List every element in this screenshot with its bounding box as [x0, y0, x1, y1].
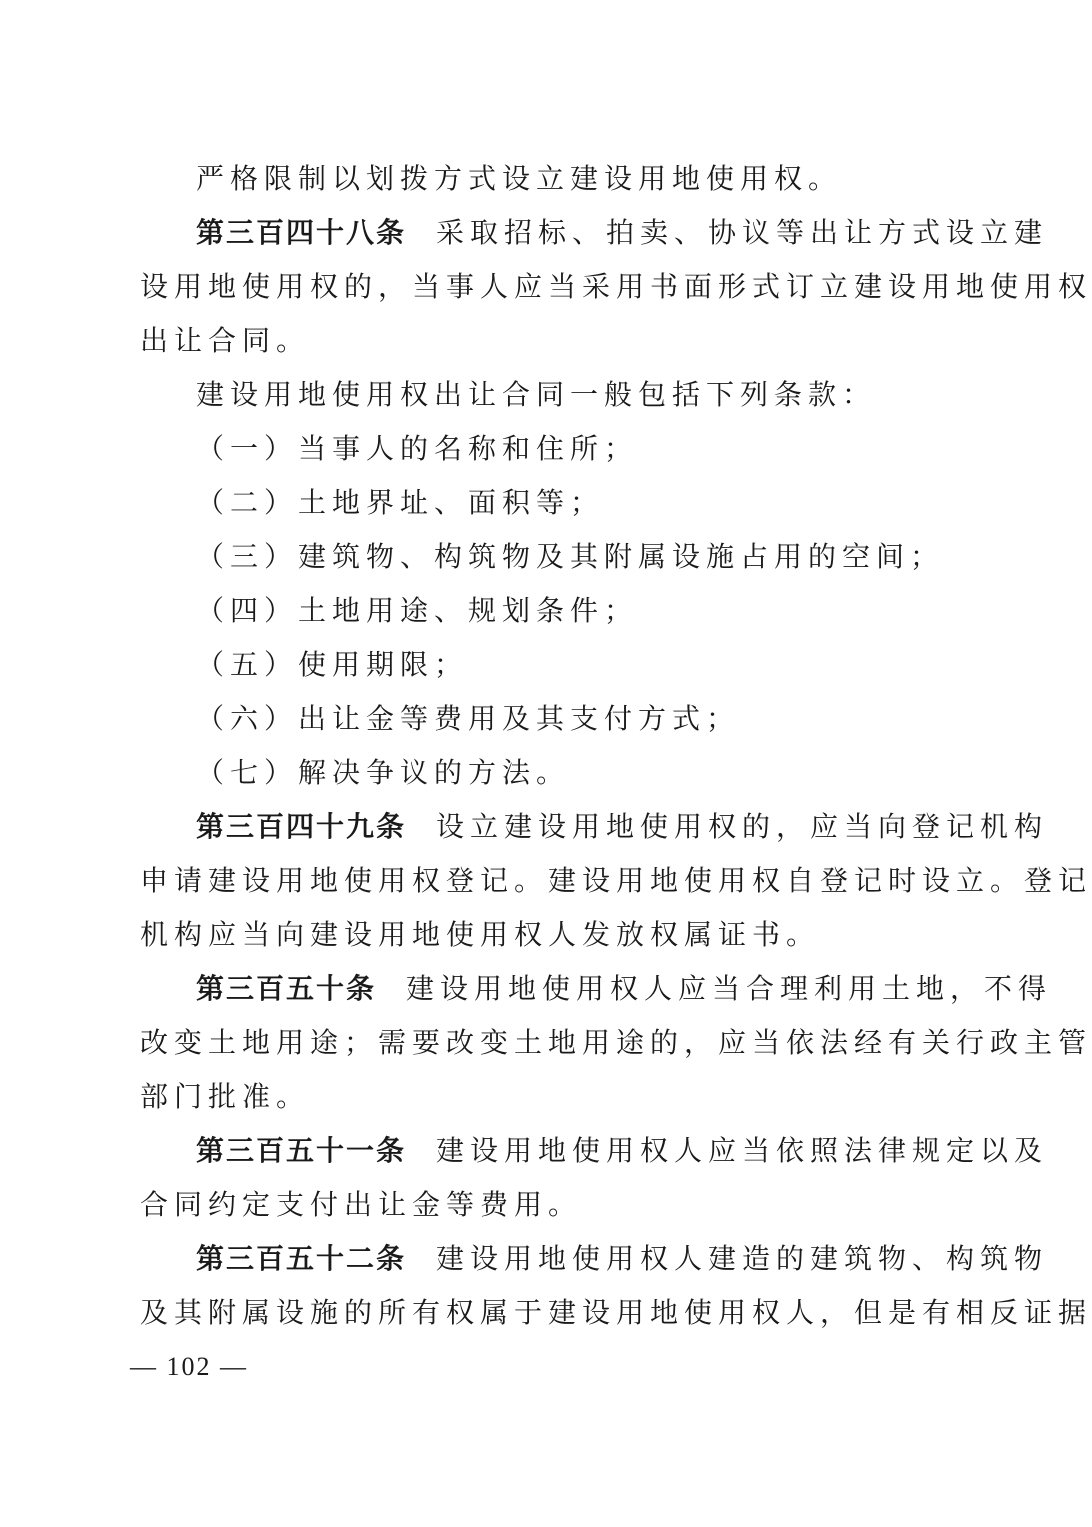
text-line: [140, 314, 940, 368]
text: 采取招标、拍卖、协议等出让方式设立建: [436, 216, 1049, 249]
text: （四）土地用途、规划条件；: [196, 594, 639, 627]
article-350-heading: 第三百五十条: [196, 972, 377, 1005]
article-348-heading: 第三百四十八条: [196, 216, 407, 249]
article-349-heading: 第三百四十九条: [196, 810, 407, 843]
article-352-first-line: [140, 1232, 1049, 1286]
text-line: [140, 1178, 940, 1232]
text-line: [140, 1286, 1092, 1340]
article-348-first-line: [140, 206, 1049, 260]
text: 严格限制以划拨方式设立建设用地使用权。: [196, 162, 843, 195]
text: 建设用地使用权人应当依照法律规定以及: [436, 1134, 1049, 1167]
text: 机构应当向建设用地使用权人发放权属证书。: [140, 918, 821, 951]
article-351-heading: 第三百五十一条: [196, 1134, 407, 1167]
page-number: — 102 —: [130, 1352, 248, 1381]
text: （二）土地界址、面积等；: [196, 486, 605, 519]
text: （五）使用期限；: [196, 648, 469, 681]
article-351-first-line: [140, 1124, 1049, 1178]
text-line: [140, 1016, 1092, 1070]
clause-item: [140, 530, 945, 584]
text-line: [140, 854, 1092, 908]
text: 及其附属设施的所有权属于建设用地使用权人，但是有相反证据: [140, 1296, 1092, 1329]
text-line: [140, 260, 1092, 314]
text: 改变土地用途；需要改变土地用途的，应当依法经有关行政主管: [140, 1026, 1092, 1059]
clause-item: [140, 692, 940, 746]
article-349-first-line: [140, 800, 1049, 854]
text: 设立建设用地使用权的，应当向登记机构: [436, 810, 1049, 843]
text: 建设用地使用权人应当合理利用土地，不得: [406, 972, 1053, 1005]
text: 申请建设用地使用权登记。建设用地使用权自登记时设立。登记: [140, 864, 1092, 897]
text-line: [140, 152, 940, 206]
clause-item: [140, 638, 940, 692]
text: 建设用地使用权人建造的建筑物、构筑物: [436, 1242, 1049, 1275]
text-line: [140, 1070, 940, 1124]
text: 设用地使用权的，当事人应当采用书面形式订立建设用地使用权: [140, 270, 1092, 303]
clause-item: [140, 476, 940, 530]
article-350-first-line: [140, 962, 1053, 1016]
text-line: [140, 908, 940, 962]
clause-intro: [140, 368, 940, 422]
clause-item: [140, 422, 940, 476]
text: （七）解决争议的方法。: [196, 756, 571, 789]
text: （三）建筑物、构筑物及其附属设施占用的空间；: [196, 540, 945, 573]
clause-item: [140, 584, 940, 638]
text: 出让合同。: [140, 324, 311, 357]
document-page: [140, 152, 1092, 1340]
text: 合同约定支付出让金等费用。: [140, 1188, 583, 1221]
article-352-heading: 第三百五十二条: [196, 1242, 407, 1275]
clause-item: [140, 746, 940, 800]
text: （六）出让金等费用及其支付方式；: [196, 702, 741, 735]
text: 建设用地使用权出让合同一般包括下列条款：: [196, 378, 877, 411]
text: 部门批准。: [140, 1080, 311, 1113]
text: （一）当事人的名称和住所；: [196, 432, 639, 465]
